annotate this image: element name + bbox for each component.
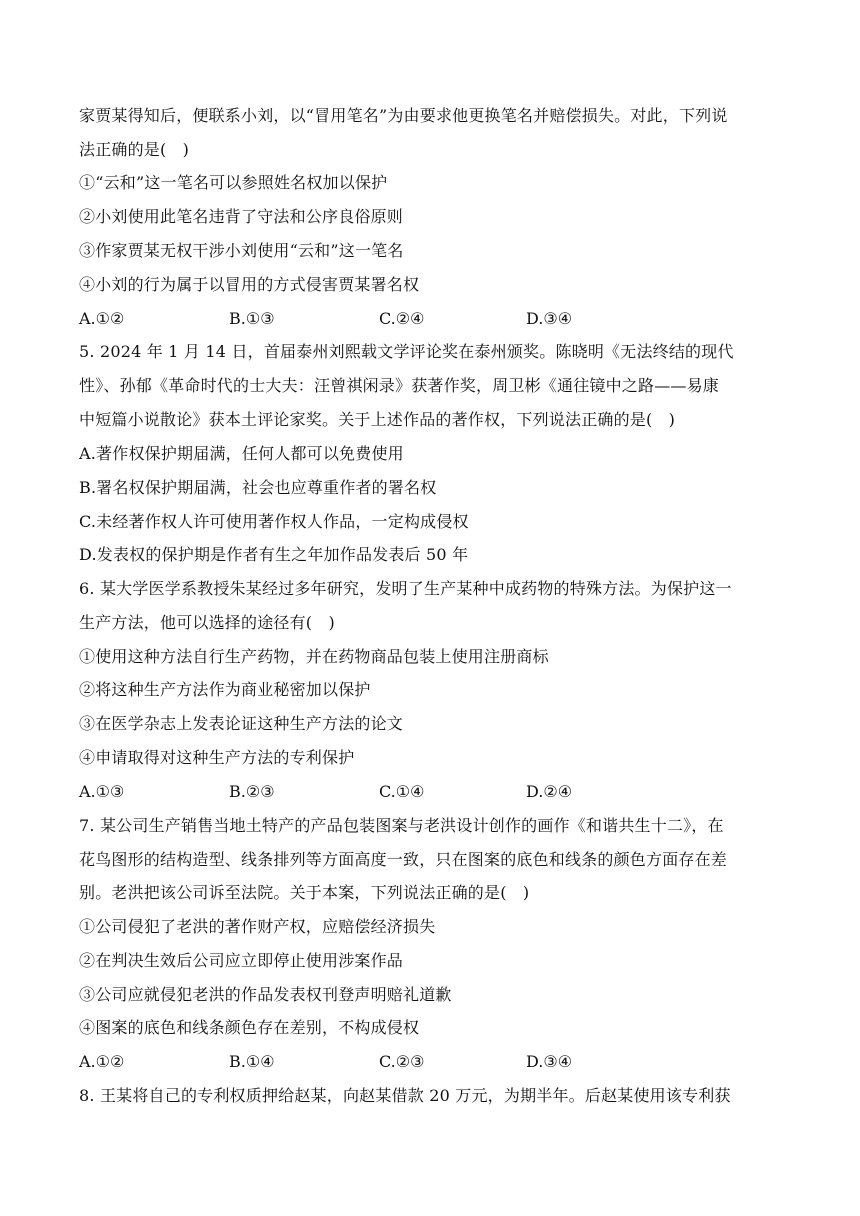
q7-text-line-3: 别。老洪把该公司诉至法院。关于本案，下列说法正确的是( ): [79, 883, 530, 902]
q6-option-c: C.①④: [379, 782, 425, 801]
q4-statement-3: ③作家贾某无权干涉小刘使用“云和”这一笔名: [79, 241, 404, 260]
q6-text-line-2: 生产方法，他可以选择的途径有( ): [79, 613, 335, 632]
q4-text-line-2: 法正确的是( ): [79, 140, 190, 159]
q8-text-line-1: 8. 王某将自己的专利权质押给赵某，向赵某借款 20 万元，为期半年。后赵某使用该专利获: [79, 1086, 731, 1105]
q7-option-c: C.②③: [379, 1052, 425, 1071]
q6-statement-1: ①使用这种方法自行生产药物，并在药物商品包装上使用注册商标: [79, 647, 549, 666]
q4-statement-2: ②小刘使用此笔名违背了守法和公序良俗原则: [79, 207, 404, 226]
q7-statement-1: ①公司侵犯了老洪的著作财产权，应赔偿经济损失: [79, 917, 436, 936]
q7-text-line-1: 7. 某公司生产销售当地土特产的产品包装图案与老洪设计创作的画作《和谐共生十二》，在: [79, 816, 724, 835]
q5-text-line-2: 性》、孙郁《革命时代的士大夫：汪曾祺闲录》获著作奖，周卫彬《通往镜中之路——易康: [79, 376, 720, 395]
q4-statement-1: ①“云和”这一笔名可以参照姓名权加以保护: [79, 173, 388, 192]
q4-option-a: A.①②: [79, 309, 125, 328]
q4-text-line-1: 家贾某得知后，便联系小刘，以“冒用笔名”为由要求他更换笔名并赔偿损失。对此，下列说: [79, 106, 728, 125]
q5-option-a: A.著作权保护期届满，任何人都可以免费使用: [79, 444, 404, 463]
q7-option-b: B.①④: [229, 1052, 275, 1071]
q5-text-line-3: 中短篇小说散论》获本土评论家奖。关于上述作品的著作权，下列说法正确的是( ): [79, 410, 676, 429]
q7-option-d: D.③④: [526, 1052, 573, 1071]
q6-statement-2: ②将这种生产方法作为商业秘密加以保护: [79, 680, 371, 699]
q4-option-c: C.②④: [379, 309, 425, 328]
q6-text-line-1: 6. 某大学医学系教授朱某经过多年研究，发明了生产某种中成药物的特殊方法。为保护这一: [79, 579, 732, 598]
q4-option-b: B.①③: [229, 309, 275, 328]
q7-text-line-2: 花鸟图形的结构造型、线条排列等方面高度一致，只在图案的底色和线条的颜色方面存在差: [79, 850, 728, 869]
q5-option-c: C.未经著作权人许可使用著作权人作品，一定构成侵权: [79, 512, 469, 531]
q7-statement-4: ④图案的底色和线条颜色存在差别，不构成侵权: [79, 1018, 420, 1037]
q6-statement-3: ③在医学杂志上发表论证这种生产方法的论文: [79, 714, 404, 733]
q5-option-d: D.发表权的保护期是作者有生之年加作品发表后 50 年: [79, 545, 469, 564]
q5-option-b: B.署名权保护期届满，社会也应尊重作者的署名权: [79, 478, 437, 497]
q7-statement-3: ③公司应就侵犯老洪的作品发表权刊登声明赔礼道歉: [79, 985, 452, 1004]
q6-statement-4: ④申请取得对这种生产方法的专利保护: [79, 748, 355, 767]
q6-option-b: B.②③: [229, 782, 275, 801]
q6-option-a: A.①③: [79, 782, 125, 801]
q7-option-a: A.①②: [79, 1052, 125, 1071]
q4-statement-4: ④小刘的行为属于以冒用的方式侵害贾某署名权: [79, 275, 420, 294]
q7-statement-2: ②在判决生效后公司应立即停止使用涉案作品: [79, 951, 404, 970]
q6-option-d: D.②④: [526, 782, 573, 801]
q5-text-line-1: 5. 2024 年 1 月 14 日，首届泰州刘熙载文学评论奖在泰州颁奖。陈晓明《无法终结的现代: [79, 342, 734, 361]
q4-option-d: D.③④: [526, 309, 573, 328]
